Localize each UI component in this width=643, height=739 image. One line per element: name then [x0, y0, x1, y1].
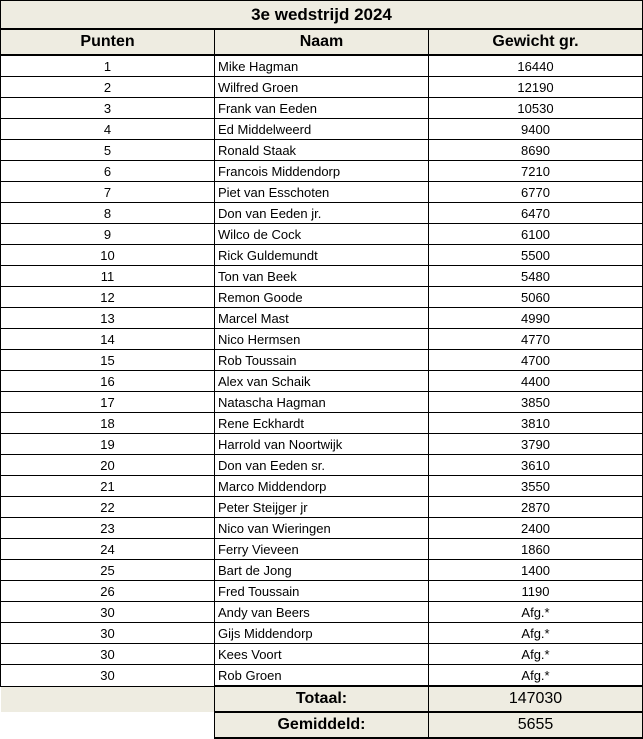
gewicht-cell[interactable]: 5060 — [429, 287, 643, 308]
naam-cell[interactable]: Marco Middendorp — [215, 476, 429, 497]
gewicht-cell[interactable]: 1400 — [429, 560, 643, 581]
table-row — [1, 560, 643, 581]
totaal-label[interactable]: Totaal: — [215, 686, 429, 712]
table-row — [1, 224, 643, 245]
table-row — [1, 266, 643, 287]
table-row — [1, 203, 643, 224]
column-header-punten[interactable]: Punten — [1, 29, 215, 55]
table-row — [1, 518, 643, 539]
gewicht-cell[interactable]: 1860 — [429, 539, 643, 560]
gewicht-cell[interactable]: 10530 — [429, 98, 643, 119]
totaal-row — [1, 686, 643, 712]
naam-cell[interactable]: Rob Groen — [215, 665, 429, 687]
punten-cell[interactable]: 1 — [1, 55, 215, 77]
gewicht-cell[interactable]: Afg.* — [429, 644, 643, 665]
punten-cell[interactable]: 30 — [1, 623, 215, 644]
gewicht-cell[interactable]: 6770 — [429, 182, 643, 203]
table-row — [1, 329, 643, 350]
punten-cell[interactable]: 3 — [1, 98, 215, 119]
gewicht-cell[interactable]: 4700 — [429, 350, 643, 371]
gewicht-cell[interactable]: 8690 — [429, 140, 643, 161]
gewicht-cell[interactable]: 3810 — [429, 413, 643, 434]
punten-cell[interactable]: 30 — [1, 644, 215, 665]
naam-cell[interactable]: Nico Hermsen — [215, 329, 429, 350]
table-row — [1, 434, 643, 455]
table-row — [1, 581, 643, 602]
table-row — [1, 182, 643, 203]
naam-cell[interactable]: Nico van Wieringen — [215, 518, 429, 539]
gewicht-cell[interactable]: Afg.* — [429, 665, 643, 687]
table-body — [1, 55, 643, 686]
table-title: 3e wedstrijd 2024 — [1, 1, 643, 30]
punten-cell[interactable]: 17 — [1, 392, 215, 413]
punten-cell[interactable]: 9 — [1, 224, 215, 245]
punten-cell[interactable]: 14 — [1, 329, 215, 350]
gewicht-cell[interactable]: 4400 — [429, 371, 643, 392]
gewicht-cell[interactable]: 12190 — [429, 77, 643, 98]
table-row — [1, 644, 643, 665]
table-row — [1, 623, 643, 644]
punten-cell[interactable]: 24 — [1, 539, 215, 560]
gewicht-cell[interactable]: Afg.* — [429, 602, 643, 623]
punten-cell[interactable]: 11 — [1, 266, 215, 287]
table-row — [1, 98, 643, 119]
naam-cell[interactable]: Rene Eckhardt — [215, 413, 429, 434]
header-row — [1, 29, 643, 55]
gewicht-cell[interactable]: 16440 — [429, 55, 643, 77]
naam-cell[interactable]: Marcel Mast — [215, 308, 429, 329]
naam-cell[interactable]: Ronald Staak — [215, 140, 429, 161]
punten-cell[interactable]: 26 — [1, 581, 215, 602]
column-header-gewicht[interactable]: Gewicht gr. — [429, 29, 643, 55]
gewicht-cell[interactable]: 3610 — [429, 455, 643, 476]
totaal-value[interactable]: 147030 — [429, 686, 643, 712]
gewicht-cell[interactable]: 2870 — [429, 497, 643, 518]
naam-cell[interactable]: Rob Toussain — [215, 350, 429, 371]
punten-cell[interactable]: 10 — [1, 245, 215, 266]
punten-cell[interactable]: 25 — [1, 560, 215, 581]
table-row — [1, 539, 643, 560]
gewicht-cell[interactable]: 5500 — [429, 245, 643, 266]
table-row — [1, 350, 643, 371]
naam-cell[interactable]: Natascha Hagman — [215, 392, 429, 413]
table-row — [1, 497, 643, 518]
punten-cell[interactable]: 30 — [1, 602, 215, 623]
table-row — [1, 413, 643, 434]
naam-cell[interactable]: Rick Guldemundt — [215, 245, 429, 266]
title-row — [1, 1, 643, 30]
table-row — [1, 287, 643, 308]
gewicht-cell[interactable]: 2400 — [429, 518, 643, 539]
table-row — [1, 392, 643, 413]
gewicht-cell[interactable]: 3850 — [429, 392, 643, 413]
table-row — [1, 161, 643, 182]
naam-cell[interactable]: Fred Toussain — [215, 581, 429, 602]
table-row — [1, 245, 643, 266]
gemiddeld-row — [1, 712, 643, 738]
punten-cell[interactable]: 16 — [1, 371, 215, 392]
naam-cell[interactable]: Wilco de Cock — [215, 224, 429, 245]
punten-cell[interactable]: 4 — [1, 119, 215, 140]
punten-cell[interactable]: 6 — [1, 161, 215, 182]
punten-cell[interactable]: 2 — [1, 77, 215, 98]
empty-cell[interactable] — [1, 686, 215, 712]
punten-cell[interactable]: 20 — [1, 455, 215, 476]
naam-cell[interactable]: Peter Steijger jr — [215, 497, 429, 518]
gewicht-cell[interactable]: 4770 — [429, 329, 643, 350]
table-row — [1, 602, 643, 623]
punten-cell[interactable]: 8 — [1, 203, 215, 224]
naam-cell[interactable]: Mike Hagman — [215, 55, 429, 77]
table-row — [1, 455, 643, 476]
empty-cell — [1, 712, 215, 738]
naam-cell[interactable]: Don van Eeden sr. — [215, 455, 429, 476]
table-row — [1, 308, 643, 329]
punten-cell[interactable]: 13 — [1, 308, 215, 329]
gewicht-cell[interactable]: 3550 — [429, 476, 643, 497]
punten-cell[interactable]: 22 — [1, 497, 215, 518]
punten-cell[interactable]: 15 — [1, 350, 215, 371]
gewicht-cell[interactable]: 6100 — [429, 224, 643, 245]
naam-cell[interactable]: Wilfred Groen — [215, 77, 429, 98]
naam-cell[interactable]: Ferry Vieveen — [215, 539, 429, 560]
table-row — [1, 371, 643, 392]
gewicht-cell[interactable]: 1190 — [429, 581, 643, 602]
table-row — [1, 77, 643, 98]
table-row — [1, 140, 643, 161]
punten-cell[interactable]: 5 — [1, 140, 215, 161]
punten-cell[interactable]: 23 — [1, 518, 215, 539]
naam-cell[interactable]: Kees Voort — [215, 644, 429, 665]
naam-cell[interactable]: Ton van Beek — [215, 266, 429, 287]
punten-cell[interactable]: 7 — [1, 182, 215, 203]
table-row — [1, 476, 643, 497]
table-row — [1, 665, 643, 687]
naam-cell[interactable]: Remon Goode — [215, 287, 429, 308]
table-row — [1, 55, 643, 77]
naam-cell[interactable]: Frank van Eeden — [215, 98, 429, 119]
naam-cell[interactable]: Ed Middelweerd — [215, 119, 429, 140]
punten-cell[interactable]: 30 — [1, 665, 215, 687]
punten-cell[interactable]: 19 — [1, 434, 215, 455]
naam-cell[interactable]: Gijs Middendorp — [215, 623, 429, 644]
gewicht-cell[interactable]: 3790 — [429, 434, 643, 455]
naam-cell[interactable]: Bart de Jong — [215, 560, 429, 581]
naam-cell[interactable]: Piet van Esschoten — [215, 182, 429, 203]
naam-cell[interactable]: Andy van Beers — [215, 602, 429, 623]
gewicht-cell[interactable]: 5480 — [429, 266, 643, 287]
naam-cell[interactable]: Don van Eeden jr. — [215, 203, 429, 224]
gewicht-cell[interactable]: Afg.* — [429, 623, 643, 644]
punten-cell[interactable]: 18 — [1, 413, 215, 434]
punten-cell[interactable]: 12 — [1, 287, 215, 308]
gewicht-cell[interactable]: 4990 — [429, 308, 643, 329]
naam-cell[interactable]: Francois Middendorp — [215, 161, 429, 182]
gemiddeld-label[interactable]: Gemiddeld: — [215, 712, 429, 738]
gewicht-cell[interactable]: 7210 — [429, 161, 643, 182]
punten-cell[interactable]: 21 — [1, 476, 215, 497]
gewicht-cell[interactable]: 6470 — [429, 203, 643, 224]
naam-cell[interactable]: Alex van Schaik — [215, 371, 429, 392]
table-row — [1, 119, 643, 140]
gemiddeld-value[interactable]: 5655 — [429, 712, 643, 738]
naam-cell[interactable]: Harrold van Noortwijk — [215, 434, 429, 455]
column-header-naam[interactable]: Naam — [215, 29, 429, 55]
gewicht-cell[interactable]: 9400 — [429, 119, 643, 140]
